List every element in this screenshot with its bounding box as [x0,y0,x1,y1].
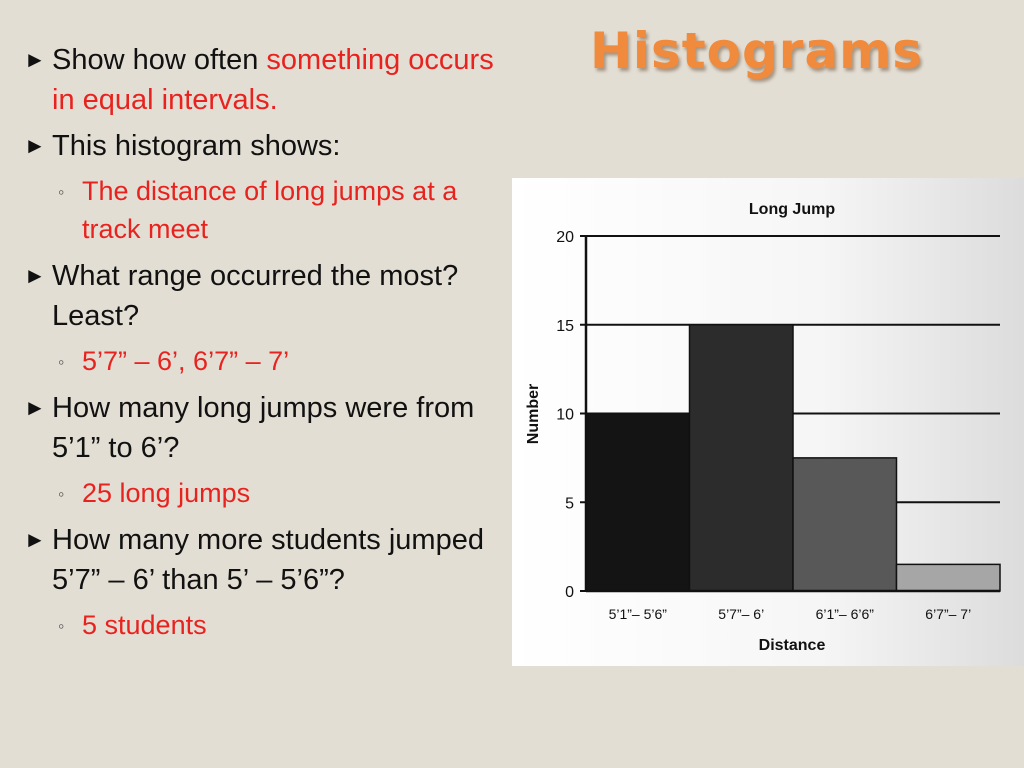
circle-bullet-icon: ◦ [58,182,65,202]
sub-bullet-4-text: 25 long jumps [82,478,251,508]
sub-bullet-5-text: 5 students [82,610,207,640]
histogram-bar [690,325,794,591]
slide-title: Histograms [590,22,924,80]
right-arrow-icon: ► [24,133,46,158]
bullet-5-text: How many more students jumped 5’7” – 6’ than 5’ – 5’6”? [52,524,484,596]
sub-bullet-2 [24,172,514,248]
x-tick-label: 5’7”– 6’ [718,606,765,622]
bullet-4 [24,388,514,468]
right-arrow-icon: ► [24,527,46,552]
bullet-1-highlight: something occurs in equal intervals. [52,44,494,116]
bullet-2 [24,126,514,166]
sub-bullet-4 [24,474,514,512]
bullet-4-text: How many long jumps were from 5’1” to 6’? [52,392,475,464]
bullet-2-text: This histogram shows: [52,130,341,162]
circle-bullet-icon: ◦ [58,352,65,372]
y-tick-label: 5 [565,495,574,513]
y-tick-label: 0 [565,584,574,601]
circle-bullet-icon: ◦ [58,616,65,636]
right-arrow-icon: ► [24,263,46,288]
bullet-3 [24,256,514,336]
histogram-chart [512,178,1024,666]
x-tick-label: 6’7”– 7’ [925,606,972,622]
y-tick-label: 10 [556,406,574,424]
sub-bullet-5 [24,606,514,644]
bullet-1 [24,40,514,120]
bullet-1-text: Show how often [52,44,267,76]
right-arrow-icon: ► [24,47,46,72]
sub-bullet-3-text: 5’7” – 6’, 6’7” – 7’ [82,346,290,376]
bullet-list [24,40,514,652]
histogram-bar [897,564,1001,591]
bullet-5 [24,520,514,600]
sub-bullet-3 [24,342,514,380]
sub-bullet-2-text: The distance of long jumps at a track meet [82,176,458,244]
y-axis-label: Number [525,383,542,445]
x-tick-label: 5’1”– 5’6” [608,606,667,622]
x-axis-label: Distance [758,637,826,654]
histogram-bar [793,458,897,591]
right-arrow-icon: ► [24,395,46,420]
bullet-3-text: What range occurred the most? Least? [52,260,459,332]
y-tick-label: 15 [556,317,574,335]
circle-bullet-icon: ◦ [58,484,65,504]
chart-title: Long Jump [748,201,836,218]
x-tick-label: 6’1”– 6’6” [815,606,874,622]
y-tick-label: 20 [556,229,574,246]
histogram-bar [586,414,690,592]
histogram-panel [512,178,1024,666]
